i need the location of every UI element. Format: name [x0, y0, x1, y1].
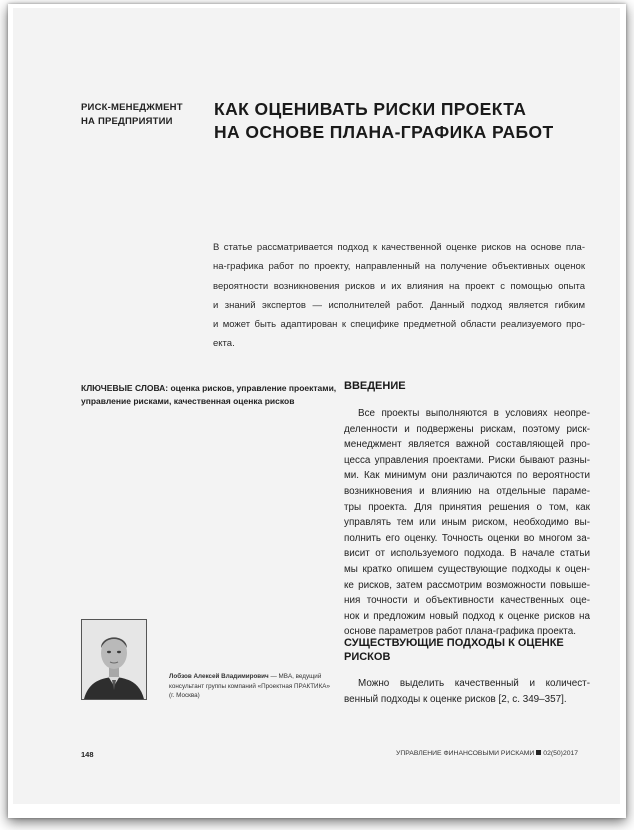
rubric-line-1: РИСК-МЕНЕДЖМЕНТ — [81, 102, 183, 113]
issue-number: 02(50)2017 — [543, 750, 579, 757]
body-line: деленности и подвержены рискам, поэтому риск- — [344, 423, 590, 435]
body-line: нок и предложим новый подход к оценке рисков на — [344, 610, 590, 622]
abstract-line: В статье рассматривается подход к качественной оценке рисков на основе пла- — [213, 242, 585, 253]
author-name: Лобзов Алексей Владимирович — [169, 673, 269, 680]
author-line-1 — [169, 672, 329, 682]
heading-line: РИСКОВ — [344, 651, 391, 663]
body-line: ния точности и объективности качественных оце- — [344, 595, 590, 607]
author-photo — [81, 619, 147, 700]
section-heading-intro — [344, 379, 594, 393]
body-line: мы кратко опишем существующие подходы к оцен- — [344, 563, 590, 575]
body-line: Можно выделить качественный и количест- — [358, 678, 590, 689]
author-portrait-image — [82, 620, 146, 699]
journal-name: УПРАВЛЕНИЕ ФИНАНСОВЫМИ РИСКАМИ — [396, 750, 535, 757]
keywords — [81, 382, 337, 408]
body-line: венный подходы к оценке рисков [2, с. 349–357]. — [344, 693, 567, 705]
page-number: 148 — [81, 750, 94, 759]
body-line: цесса управления проектами. Риски бывают разны- — [344, 454, 590, 466]
abstract-line: и может быть адаптирован к специфике предметной области реализуемого про- — [213, 319, 585, 331]
body-line: полнить его оценку. Точность оценки во многом за- — [344, 532, 590, 544]
body-line: Все проекты выполняются в условиях неопре- — [358, 408, 590, 419]
running-footer — [396, 750, 596, 757]
author-line-2: консультант группы компаний «Проектная ПРАКТИКА» — [169, 682, 330, 690]
body-line: ке рисков, затем рассмотрим возможности повыше- — [344, 579, 590, 591]
square-separator-icon — [536, 750, 541, 755]
author-info — [169, 672, 329, 701]
body-line: возникновения и влиянию на отдельные параме- — [344, 485, 590, 497]
heading-line: СУЩЕСТВУЮЩИЕ ПОДХОДЫ К ОЦЕНКЕ — [344, 637, 564, 649]
body-line: менеджмент является важной составляющей про- — [344, 439, 590, 451]
body-line: управлять тем или иным риском, необходимо вы- — [344, 517, 590, 529]
abstract-line: вероятности возникновения рисков и их влияния на проект с помощью опыта — [213, 280, 585, 292]
body-line: тры проекта. Для принятия решения о том, как — [344, 501, 590, 513]
body-line: висит от используемого подхода. В начале статьи — [344, 548, 590, 560]
article-title — [214, 98, 594, 144]
approaches-paragraph — [344, 676, 590, 707]
document-page — [13, 8, 620, 804]
title-line-1: КАК ОЦЕНИВАТЬ РИСКИ ПРОЕКТА — [214, 99, 527, 119]
section-heading-approaches — [344, 636, 594, 664]
body-line: основе параметров работ плана-графика проекта. — [344, 626, 576, 638]
keywords-line-1: КЛЮЧЕВЫЕ СЛОВА: оценка рисков, управление проектами, — [81, 383, 337, 393]
intro-paragraph — [344, 406, 590, 640]
abstract — [213, 238, 585, 354]
keywords-line-2: управление рисками, качественная оценка рисков — [81, 396, 295, 406]
abstract-line: и знаний экспертов — исполнителей работ. Данный подход является гибким — [213, 299, 585, 311]
rubric-line-2: НА ПРЕДПРИЯТИИ — [81, 116, 173, 127]
heading-line: ВВЕДЕНИЕ — [344, 380, 406, 392]
abstract-line: екта. — [213, 338, 235, 350]
author-line-3: (г. Москва) — [169, 692, 200, 699]
author-degree: — MBA, ведущий — [268, 673, 322, 680]
body-line: ми. Как минимум они различаются по вероятности — [344, 470, 590, 482]
abstract-line: на-графика работ по проекту, направленный на получение объективных оценок — [213, 261, 585, 273]
rubric — [81, 101, 191, 129]
title-line-2: НА ОСНОВЕ ПЛАНА-ГРАФИКА РАБОТ — [214, 122, 554, 142]
